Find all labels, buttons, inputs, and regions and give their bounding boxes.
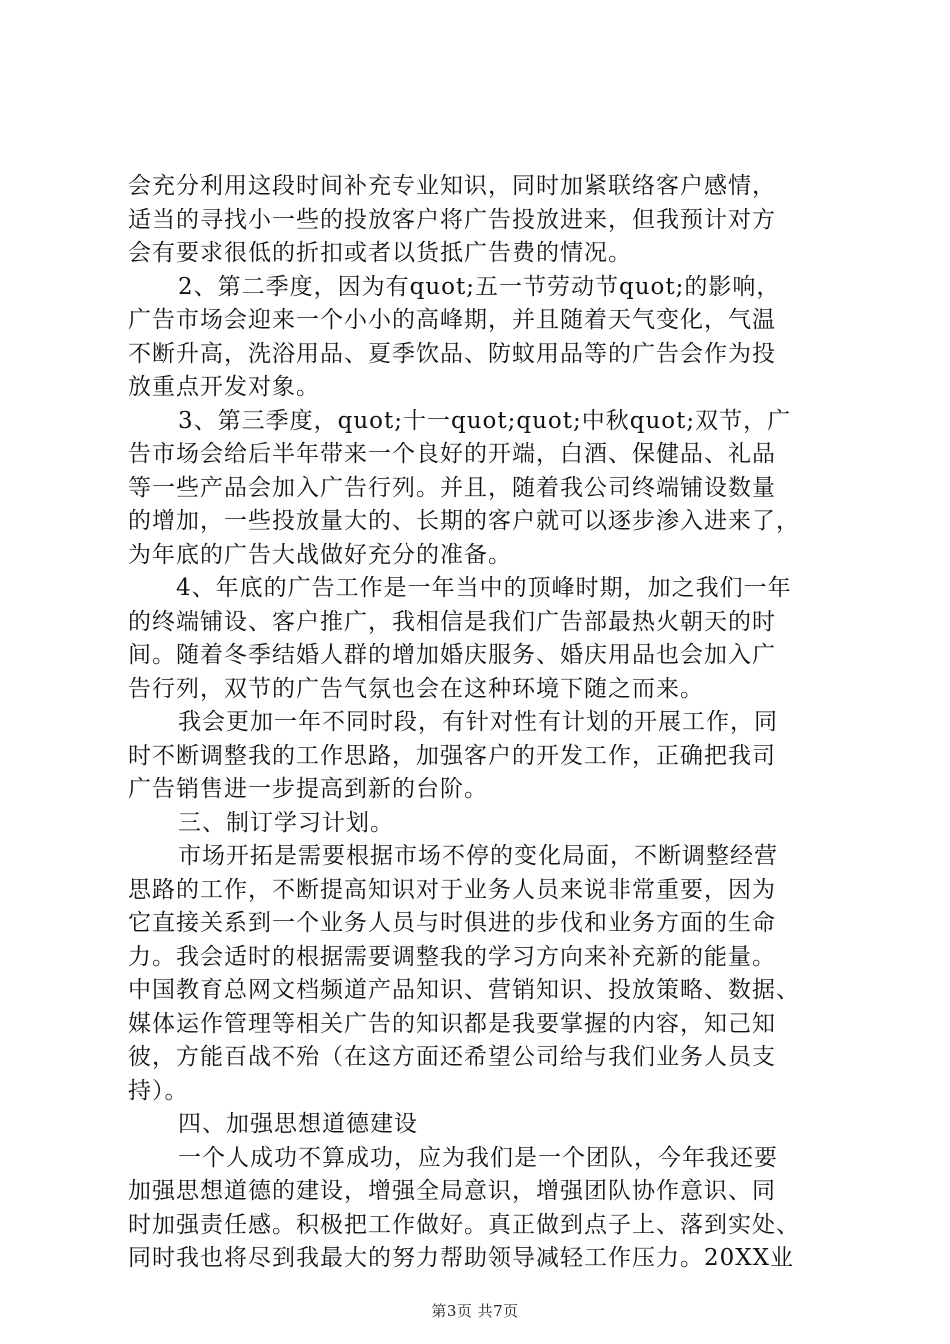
text-line: 时加强责任感。积极把工作做好。真正做到点子上、落到实处、	[128, 1211, 800, 1238]
paragraph-start-line: 一个人成功不算成功，应为我们是一个团队，今年我还要	[178, 1144, 778, 1171]
text-line: 会充分利用这段时间补充专业知识，同时加紧联络客户感情，	[128, 173, 776, 199]
text-line: 告市场会给后半年带来一个良好的开端，白酒、保健品、礼品	[128, 441, 776, 467]
text-line: 告行列，双节的广告气氛也会在这种环境下随之而来。	[128, 675, 704, 702]
text-line: 持）。	[128, 1077, 189, 1104]
text-line: 放重点开发对象。	[128, 374, 320, 400]
text-line: 会有要求很低的折扣或者以货抵广告费的情况。	[128, 240, 632, 266]
text-line: 间。随着冬季结婚人群的增加婚庆服务、婚庆用品也会加入广	[128, 642, 776, 668]
text-line: 的终端铺设、客户推广，我相信是我们广告部最热火朝天的时	[128, 608, 776, 635]
paragraph-start-line: 3、第三季度，quot;十一quot;quot;中秋quot;双节，广	[178, 407, 792, 434]
text-line: 时不断调整我的工作思路，加强客户的开发工作，正确把我司	[128, 742, 776, 769]
text-line: 媒体运作管理等相关广告的知识都是我要掌握的内容，知己知	[128, 1010, 776, 1037]
text-line: 同时我也将尽到我最大的努力帮助领导减轻工作压力。20XX业	[128, 1245, 795, 1271]
text-line: 不断升高，洗浴用品、夏季饮品、防蚊用品等的广告会作为投	[128, 340, 776, 367]
paragraph-start-line: 我会更加一年不同时段，有针对性有计划的开展工作，同	[178, 709, 778, 735]
text-line: 思路的工作，不断提高知识对于业务人员来说非常重要，因为	[128, 876, 776, 903]
text-line: 广告市场会迎来一个小小的高峰期，并且随着天气变化，气温	[128, 307, 776, 333]
text-line: 的增加，一些投放量大的、长期的客户就可以逐步渗入进来了，	[128, 508, 800, 534]
text-line: 彼，方能百战不殆（在这方面还希望公司给与我们业务人员支	[128, 1044, 776, 1070]
paragraph-start-line: 4、年底的广告工作是一年当中的顶峰时期，加之我们一年	[176, 575, 792, 601]
text-line: 等一些产品会加入广告行列。并且，随着我公司终端铺设数量	[128, 474, 776, 501]
text-line: 广告销售进一步提高到新的台阶。	[128, 776, 488, 802]
text-line: 为年底的广告大战做好充分的准备。	[128, 541, 512, 568]
page-footer	[0, 1300, 950, 1321]
paragraph-start-line: 2、第二季度，因为有quot;五一节劳动节quot;的影响，	[178, 273, 781, 300]
section-heading: 三、制订学习计划。	[178, 809, 394, 836]
text-line: 中国教育总网文档频道产品知识、营销知识、投放策略、数据、	[128, 977, 800, 1003]
document-body	[128, 170, 838, 1276]
page-number-label: 第3页 共7页	[431, 1302, 519, 1320]
text-line: 加强思想道德的建设，增强全局意识，增强团队协作意识、同	[128, 1178, 776, 1204]
text-line: 适当的寻找小一些的投放客户将广告投放进来，但我预计对方	[128, 206, 776, 233]
paragraph-start-line: 市场开拓是需要根据市场不停的变化局面，不断调整经营	[178, 843, 778, 869]
text-line: 它直接关系到一个业务人员与时俱进的步伐和业务方面的生命	[128, 910, 776, 936]
section-heading: 四、加强思想道德建设	[178, 1111, 418, 1137]
text-line: 力。我会适时的根据需要调整我的学习方向来补充新的能量。	[128, 943, 776, 970]
